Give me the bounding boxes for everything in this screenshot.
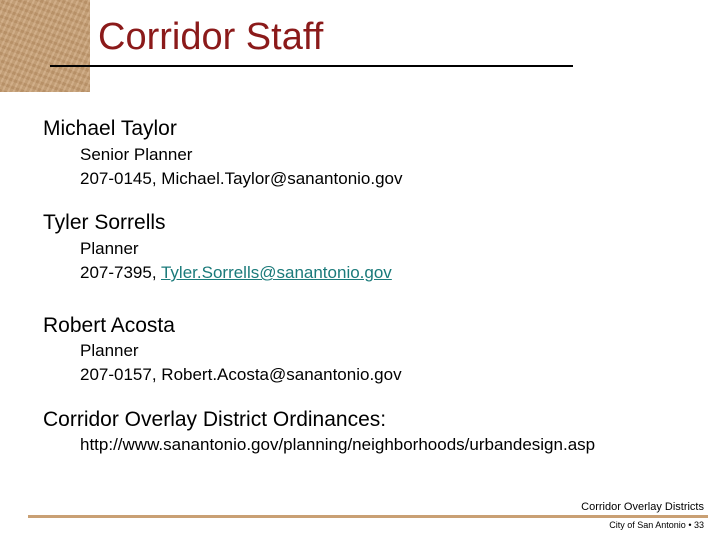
title-underline <box>50 65 573 67</box>
staff-contact <box>80 264 392 283</box>
staff-role: Planner <box>80 341 139 360</box>
footer-separator: • <box>688 520 692 530</box>
footer-rule <box>28 515 708 518</box>
staff-role: Planner <box>80 239 139 258</box>
footer-page-number: 33 <box>693 520 704 530</box>
title-accent-block <box>0 0 90 92</box>
staff-role: Senior Planner <box>80 145 193 164</box>
staff-contact: 207-0145, Michael.Taylor@sanantonio.gov <box>80 169 403 188</box>
footer-section-label: Corridor Overlay Districts <box>581 501 704 513</box>
footer-organization: City of San Antonio <box>609 520 686 530</box>
staff-contact: 207-0157, Robert.Acosta@sanantonio.gov <box>80 365 402 384</box>
staff-name: Tyler Sorrells <box>43 211 166 234</box>
staff-name: Michael Taylor <box>43 117 177 140</box>
ordinances-heading: Corridor Overlay District Ordinances: <box>43 408 387 431</box>
staff-email-link[interactable]: Tyler.Sorrells@sanantonio.gov <box>160 263 392 282</box>
staff-name: Robert Acosta <box>43 314 175 337</box>
slide-title: Corridor Staff <box>98 16 324 58</box>
footer-page-info <box>609 520 704 530</box>
ordinances-url: http://www.sanantonio.gov/planning/neighborhoods/urbandesign.asp <box>80 435 596 454</box>
staff-phone: 207-7395, <box>80 263 161 282</box>
